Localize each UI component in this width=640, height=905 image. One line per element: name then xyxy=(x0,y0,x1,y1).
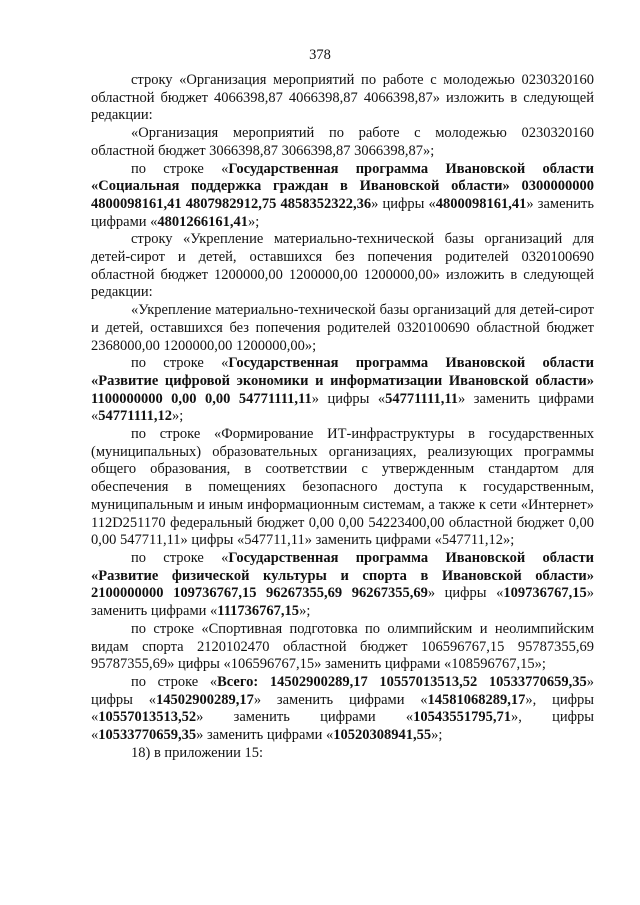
bold-text: 10557013513,52 xyxy=(98,709,197,726)
text-run: «Организация мероприятий по работе с молодежью 0230320160 областной бюджет 3066398,87 3066398,87 3066398,87»; xyxy=(91,125,594,159)
text-run: »; xyxy=(171,408,184,425)
paragraph xyxy=(91,550,594,621)
text-run: » заменить цифрами « xyxy=(196,727,334,744)
paragraph xyxy=(91,302,594,355)
paragraph xyxy=(91,72,594,125)
bold-text: 111736767,15 xyxy=(217,603,300,620)
bold-text: 10543551795,71 xyxy=(413,709,511,726)
paragraph xyxy=(91,621,594,674)
bold-text: 14502900289,17 xyxy=(155,691,254,708)
text-run: строку «Укрепление материально-технической базы организаций для детей-сирот и детей, оставшихся без попечения родителей 0320100690 областной бюджет 1200000,00 1200000,00 1200000,00» изложить в следующей редакции: xyxy=(91,231,594,301)
text-run: »; xyxy=(299,603,311,620)
text-run: » заменить цифрами « xyxy=(253,691,428,708)
bold-text: Государственная программа Ивановской области «Развитие физической культуры и спорта в Ивановской области» 2100000000 109736767,15 96267355,69 96267355,69 xyxy=(91,549,594,602)
text-run: по строке «Формирование ИТ-инфраструктуры в государственных (муниципальных) образовательных организациях, реализующих программы общего образования, в соответствии с утвержденным стандартом для обеспечения в помещениях безопасного доступа к государственным, муниципальным и иным информационным системам, а также к сети «Интернет» 112D251170 федеральный бюджет 0,00 0,00 54223400,00 областной бюджет 0,00 0,00 547711,11» цифры «547711,11» заменить цифрами «547711,12»; xyxy=(91,426,594,549)
text-run: », цифры « xyxy=(91,709,594,744)
text-run: » цифры « xyxy=(311,390,386,407)
text-run: » заменить цифрами « xyxy=(91,195,594,230)
text-run: » заменить цифрами « xyxy=(196,709,414,726)
text-run: по строке «Спортивная подготовка по олимпийским и неолимпийским видам спорта 2120102470 областной бюджет 106596767,15 95787355,69 95787355,69» цифры «106596767,15» заменить цифрами «108596767,15»; xyxy=(91,620,594,673)
bold-text: Государственная программа Ивановской области «Социальная поддержка граждан в Ивановской области» 0300000000 4800098161,41 4807982912,75 4858352322,36 xyxy=(91,160,594,212)
text-run: », цифры « xyxy=(91,691,594,726)
bold-text: Государственная программа Ивановской области «Развитие цифровой экономики и информатизации Ивановской области» 1100000000 0,00 0,00 54771111,11 xyxy=(91,355,594,407)
text-run: 18) в приложении 15: xyxy=(131,744,264,761)
text-run: »; xyxy=(431,727,443,744)
text-run: » цифры « xyxy=(371,195,436,212)
text-run: по строке « xyxy=(131,355,229,372)
paragraph xyxy=(91,674,594,745)
paragraph xyxy=(91,745,594,763)
bold-text: 54771111,12 xyxy=(98,408,172,425)
text-run: по строке « xyxy=(131,673,218,690)
paragraph xyxy=(91,231,594,302)
text-run: » заменить цифрами « xyxy=(91,390,595,425)
paragraph xyxy=(91,161,594,232)
bold-text: 109736767,15 xyxy=(503,585,587,602)
bold-text: 4800098161,41 xyxy=(435,195,527,212)
paragraph xyxy=(91,125,594,160)
paragraph xyxy=(91,355,594,426)
bold-text: 4801266161,41 xyxy=(157,213,249,230)
text-run: по строке « xyxy=(131,549,229,566)
text-run: по строке « xyxy=(131,160,229,177)
text-run: »; xyxy=(248,213,260,230)
document-body xyxy=(91,72,594,762)
text-run: «Укрепление материально-технической базы организаций для детей-сирот и детей, оставшихся без попечения родителей 0320100690 областной бюджет 2368000,00 1200000,00 1200000,00»; xyxy=(91,302,594,354)
paragraph xyxy=(91,426,594,550)
bold-text: 54771111,11 xyxy=(385,390,459,407)
text-run: » заменить цифрами « xyxy=(91,585,594,620)
bold-text: 10520308941,55 xyxy=(333,727,432,744)
text-run: » цифры « xyxy=(91,673,594,708)
bold-text: 10533770659,35 xyxy=(98,727,197,744)
bold-text: 14581068289,17 xyxy=(427,691,526,708)
page-number: 378 xyxy=(309,47,331,63)
bold-text: Всего: 14502900289,17 10557013513,52 10533770659,35 xyxy=(217,673,587,690)
text-run: » цифры « xyxy=(427,585,504,602)
text-run: строку «Организация мероприятий по работе с молодежью 0230320160 областной бюджет 4066398,87 4066398,87 4066398,87» изложить в следующей редакции: xyxy=(91,72,594,124)
